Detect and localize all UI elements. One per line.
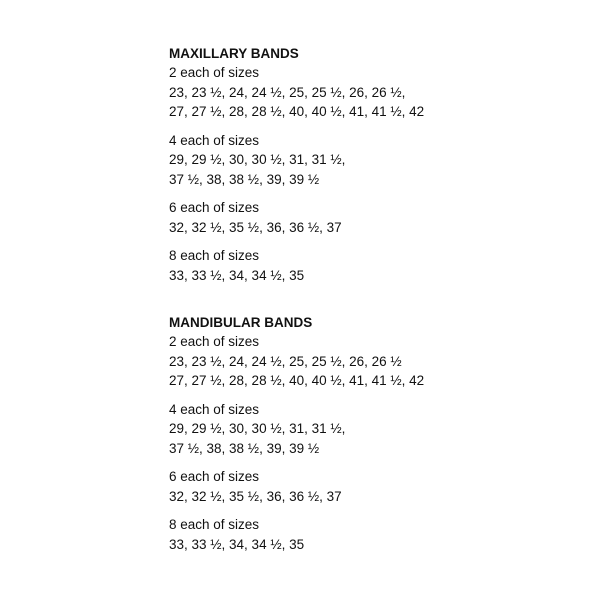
group-label: 2 each of sizes — [169, 334, 260, 349]
section-heading: MANDIBULAR BANDS — [169, 315, 313, 330]
section-heading: MAXILLARY BANDS — [169, 46, 299, 61]
size-line: 32, 32 ½, 35 ½, 36, 36 ½, 37 — [169, 219, 342, 235]
band-size-document — [169, 44, 589, 554]
group-label: 2 each of sizes — [169, 65, 260, 80]
size-group — [169, 198, 589, 237]
size-line: 27, 27 ½, 28, 28 ½, 40, 40 ½, 41, 41 ½, 42 — [169, 373, 425, 388]
size-line: 27, 27 ½, 28, 28 ½, 40, 40 ½, 41, 41 ½, 42 — [169, 104, 425, 119]
group-label: 8 each of sizes — [169, 517, 260, 532]
group-label: 4 each of sizes — [169, 401, 260, 417]
section-maxillary-bands — [169, 44, 589, 285]
size-group — [169, 246, 589, 285]
size-line: 29, 29 ½, 30, 30 ½, 31, 31 ½, — [169, 152, 346, 167]
group-label: 6 each of sizes — [169, 469, 260, 484]
section-mandibular-bands — [169, 313, 589, 554]
group-label: 8 each of sizes — [169, 248, 260, 263]
size-group — [169, 515, 589, 554]
size-line: 23, 23 ½, 24, 24 ½, 25, 25 ½, 26, 26 ½ — [169, 353, 402, 369]
size-line: 33, 33 ½, 34, 34 ½, 35 — [169, 536, 305, 552]
size-line: 37 ½, 38, 38 ½, 39, 39 ½ — [169, 171, 320, 187]
size-group — [169, 400, 589, 459]
size-group — [169, 467, 589, 506]
size-group — [169, 332, 589, 391]
group-label: 4 each of sizes — [169, 132, 260, 148]
size-line: 33, 33 ½, 34, 34 ½, 35 — [169, 267, 305, 283]
size-line: 23, 23 ½, 24, 24 ½, 25, 25 ½, 26, 26 ½, — [169, 84, 406, 100]
size-line: 32, 32 ½, 35 ½, 36, 36 ½, 37 — [169, 488, 342, 504]
size-line: 37 ½, 38, 38 ½, 39, 39 ½ — [169, 440, 320, 456]
size-group — [169, 131, 589, 190]
size-line: 29, 29 ½, 30, 30 ½, 31, 31 ½, — [169, 421, 346, 436]
group-label: 6 each of sizes — [169, 200, 260, 215]
size-group — [169, 63, 589, 122]
